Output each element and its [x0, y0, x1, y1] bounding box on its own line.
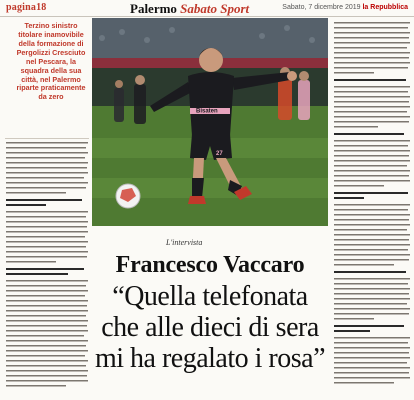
article-headline-quote	[92, 282, 328, 374]
article-kicker: L'intervista	[166, 238, 203, 247]
date-masthead: Sabato, 7 dicembre 2019 la Repubblica	[282, 4, 408, 11]
right-text-column	[334, 22, 412, 396]
page-number: pagina18	[6, 2, 47, 13]
player-photo	[92, 18, 328, 226]
column-divider	[5, 138, 89, 139]
ball	[116, 184, 140, 208]
quote-line: mi ha regalato i rosa”	[94, 342, 325, 374]
svg-text:27: 27	[216, 151, 223, 157]
svg-text:Bisaten: Bisaten	[196, 108, 218, 115]
left-text-column	[6, 142, 90, 396]
article-title-name: Francesco Vaccaro	[115, 252, 305, 278]
quote-line: “Quella telefonata	[112, 281, 308, 312]
section-title: Palermo Sabato Sport	[130, 1, 250, 16]
quote-line: che alle dieci di sera	[101, 311, 319, 343]
lead-text: Terzino sinistro titolare inamovibile della formazione di Pergolizzi Cresciuto nel Pescara, la squadra della sua città, nel Palermo riparte praticamente da zero	[16, 21, 86, 102]
page-header	[0, 0, 414, 17]
